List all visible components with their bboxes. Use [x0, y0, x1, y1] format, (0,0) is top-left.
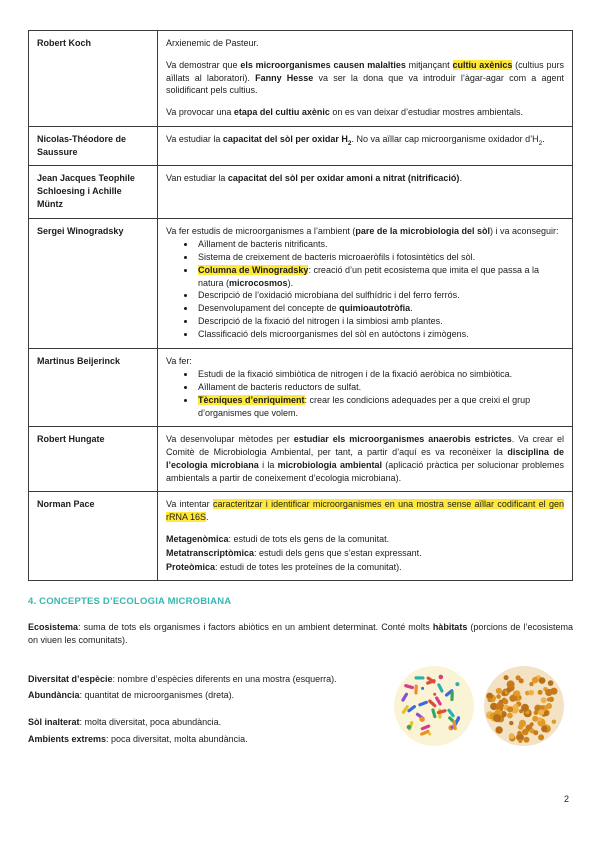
- text-segment: 2: [538, 139, 543, 147]
- description-paragraph: [166, 133, 564, 148]
- text-segment: va ser la dona que va introduir l’àgar-agar com a agent solidificant pels cultius.: [166, 72, 564, 96]
- text-segment: (aplicació pràctica per solucionar problemes ambientals a partir de coneixement d’ecologia microbiana).: [166, 459, 564, 483]
- microbe-dot: [549, 697, 554, 702]
- text-segment: i la: [258, 459, 278, 470]
- microbe-dot: [496, 695, 501, 700]
- table-row: [29, 126, 573, 166]
- microbe-dot: [503, 699, 509, 705]
- text-segment: Va provocar una: [166, 107, 234, 118]
- text-segment: microbiologia ambiental: [277, 459, 382, 470]
- microbe-dot: [552, 720, 556, 724]
- text-segment: : estudi dels gens que s’estan expressant.: [254, 547, 422, 558]
- microbe-shape: [455, 682, 459, 686]
- scientists-table: [28, 30, 573, 581]
- table-row: [29, 31, 573, 127]
- text-segment: Descripció de l’oxidació microbiana del sulfhídric i del ferro ferrós.: [198, 290, 460, 301]
- description-list: [166, 368, 564, 419]
- text-segment: hàbitats: [432, 622, 468, 633]
- scientist-description: [158, 31, 573, 127]
- text-segment: .: [410, 303, 413, 314]
- bottom-text: [28, 665, 393, 747]
- table-row: [29, 166, 573, 218]
- text-segment: Classificació dels microorganismes del sòl en autòctons i zimògens.: [198, 328, 469, 339]
- text-segment: Van estudiar la: [166, 173, 228, 184]
- scientist-name: Martinus Beijerinck: [29, 348, 158, 427]
- description-paragraph: [166, 59, 564, 97]
- description-paragraph: [166, 561, 564, 574]
- scientist-description: [158, 166, 573, 218]
- scientist-name: Sergei Winogradsky: [29, 218, 158, 348]
- text-segment: ) i va aconseguir:: [489, 225, 559, 236]
- text-segment: : crear les condicions adequades per a que creixi el grup d’organismes que volem.: [198, 394, 531, 418]
- microbe-dot: [507, 707, 513, 713]
- description-paragraph: [166, 225, 564, 238]
- microbe-dot: [519, 679, 524, 684]
- description-paragraph: [166, 37, 564, 50]
- text-segment: Arxienemic de Pasteur.: [166, 38, 259, 48]
- text-segment: Va demostrar que: [166, 59, 241, 70]
- text-segment: Tècniques d’enriquiment: [198, 394, 305, 405]
- text-segment: capacitat del sòl per oxidar H: [222, 133, 348, 144]
- microbe-dot: [518, 725, 523, 730]
- microbe-shape: [414, 677, 424, 680]
- microbe-dot: [517, 731, 522, 736]
- illustrations: [393, 665, 565, 747]
- table-row: [29, 218, 573, 348]
- abundance-paragraph: [28, 689, 393, 702]
- microbe-dot: [538, 690, 543, 695]
- microbe-dot: [493, 714, 501, 722]
- text-segment: caracteritzar i identificar microorganismes en una mostra sense aïllar codificant el gen rRNA 16S: [166, 499, 564, 523]
- list-item: [196, 289, 564, 302]
- text-segment: quimioautotròfia: [339, 303, 411, 314]
- text-segment: : nombre d’espècies diferents en una mostra (esquerra).: [112, 674, 337, 685]
- description-paragraph: [166, 172, 564, 185]
- microbe-dot: [540, 706, 545, 711]
- text-segment: capacitat del sòl per oxidar amoni a nitrat (nitrificació): [227, 173, 460, 184]
- text-segment: : creació d’un petit ecosistema que imita el que passa a la natura (: [198, 264, 540, 288]
- list-item: [196, 394, 564, 420]
- microbe-dot: [523, 737, 529, 743]
- text-segment: . Va crear el Comitè de Microbiologia Ambiental, per tant, a partir d’aquí es va reconèixer la: [166, 434, 564, 458]
- text-segment: microcosmos: [229, 277, 288, 288]
- microbe-dot: [538, 735, 544, 741]
- description-paragraph: [166, 498, 564, 524]
- list-item: [196, 328, 564, 341]
- microbe-dot: [495, 727, 502, 734]
- text-segment: Aïllament de bacteris reductors de sulfat.: [198, 382, 362, 393]
- text-segment: : estudi de tots els gens de la comunitat.: [228, 533, 390, 544]
- text-segment: Va fer:: [166, 355, 192, 366]
- scientist-name: Jean Jacques Teophile Schloesing i Achille Müntz: [29, 166, 158, 218]
- text-segment: Fanny Hesse: [255, 72, 314, 83]
- microbe-dot: [509, 695, 516, 702]
- text-segment: pare de la microbiologia del sòl: [355, 225, 490, 236]
- text-segment: : quantitat de microorganismes (dreta).: [79, 690, 235, 701]
- text-segment: : suma de tots els organismes i factors abiòtics en un ambient determinat. Conté molts: [78, 622, 433, 633]
- text-segment: on es van deixar d’estudiar mostres ambientals.: [329, 107, 524, 118]
- concepts-section: [28, 596, 573, 747]
- text-segment: estudiar els microorganismes anaerobis estrictes: [293, 434, 512, 445]
- scientist-name: Nicolas-Théodore de Saussure: [29, 126, 158, 166]
- extreme-paragraph: [28, 733, 393, 746]
- scientist-description: [158, 348, 573, 427]
- microbe-dot: [541, 698, 547, 704]
- text-segment: Estudi de la fixació simbiòtica de nitrogen i de la fixació aeròbica no simbiòtica.: [198, 369, 513, 380]
- text-segment: .: [542, 133, 545, 144]
- table-row: [29, 427, 573, 492]
- text-segment: : poca diversitat, molta abundància.: [106, 733, 248, 744]
- text-segment: (cultius purs aïllats al laboratori).: [166, 59, 564, 83]
- description-paragraph: [166, 106, 564, 119]
- text-segment: Proteòmica: [166, 561, 216, 572]
- scientists-table-body: [29, 31, 573, 581]
- microbe-dot: [538, 718, 542, 722]
- text-segment: Sòl inalterat: [28, 717, 80, 728]
- text-segment: Va estudiar la: [166, 133, 223, 144]
- description-paragraph: [166, 547, 564, 560]
- microbe-shape: [428, 733, 431, 736]
- table-row: [29, 492, 573, 581]
- text-segment: : molta diversitat, poca abundància.: [79, 717, 222, 728]
- microbe-dot: [487, 698, 491, 702]
- text-segment: 2: [347, 139, 352, 147]
- soil-paragraph: [28, 716, 393, 729]
- text-segment: Diversitat d’espècie: [28, 674, 113, 685]
- microbe-dot: [496, 688, 502, 694]
- microbe-dot: [496, 702, 504, 710]
- diversity-illustration: [393, 665, 475, 747]
- microbe-shape: [414, 685, 418, 695]
- microbe-shape: [439, 675, 444, 680]
- microbe-dot: [506, 688, 511, 693]
- description-paragraph: [166, 433, 564, 484]
- microbe-dot: [539, 678, 546, 685]
- table-row: [29, 348, 573, 427]
- text-segment: ).: [287, 277, 294, 288]
- scientist-name: Norman Pace: [29, 492, 158, 581]
- page-number: 2: [563, 794, 569, 804]
- text-segment: etapa del cultiu axènic: [233, 107, 330, 118]
- text-segment: .: [206, 512, 209, 523]
- microbe-dot: [545, 689, 552, 696]
- text-segment: cultiu axènics: [452, 59, 513, 70]
- text-segment: disciplina de l’ecologia microbiana: [166, 447, 564, 470]
- microbe-shape: [419, 717, 424, 722]
- microbe-dot: [507, 713, 513, 719]
- text-segment: Va desenvolupar mètodes per: [166, 434, 294, 445]
- microbe-dot: [521, 704, 529, 712]
- microbe-dot: [518, 739, 522, 743]
- microbe-dot: [533, 731, 538, 736]
- microbe-dot: [530, 723, 534, 727]
- scientist-name: Robert Koch: [29, 31, 158, 127]
- list-item: [196, 251, 564, 264]
- microbe-dot: [538, 710, 544, 716]
- microbe-shape: [451, 726, 454, 729]
- diversity-paragraph: [28, 673, 393, 686]
- text-segment: mitjançant: [405, 59, 453, 70]
- list-item: [196, 238, 564, 251]
- ecosystem-paragraph: [28, 621, 573, 647]
- text-segment: Metatranscriptòmica: [166, 547, 255, 558]
- description-paragraph: [166, 533, 564, 546]
- microbe-shape: [407, 725, 411, 729]
- text-segment: .: [459, 173, 462, 184]
- text-segment: Va intentar: [166, 499, 213, 510]
- text-segment: Ecosistema: [28, 622, 79, 633]
- scientist-description: [158, 427, 573, 492]
- text-segment: : estudi de totes les proteïnes de la comunitat).: [215, 561, 402, 572]
- scientist-name: Robert Hungate: [29, 427, 158, 492]
- list-item: [196, 264, 564, 290]
- text-segment: Metagenòmica: [166, 533, 229, 544]
- microbe-dot: [522, 729, 529, 736]
- list-item: [196, 315, 564, 328]
- section-heading: 4. CONCEPTES D’ECOLOGIA MICROBIANA: [28, 596, 232, 608]
- microbe-dot: [509, 721, 513, 725]
- microbe-dot: [529, 690, 535, 696]
- text-segment: (porcions de l’ecosistema on viuen les comunitats).: [28, 622, 573, 646]
- microbe-dot: [541, 726, 548, 733]
- microbe-dot: [504, 675, 509, 680]
- text-segment: Ambients extrems: [28, 733, 107, 744]
- list-item: [196, 302, 564, 315]
- microbe-shape: [450, 691, 454, 701]
- microbe-dot: [548, 681, 554, 687]
- text-segment: Aïllament de bacteris nitrificants.: [198, 239, 328, 250]
- text-segment: Abundància: [28, 690, 80, 701]
- microbe-dot: [529, 682, 533, 686]
- text-segment: els microorganismes causen malalties: [240, 59, 406, 70]
- list-item: [196, 368, 564, 381]
- text-segment: . No va aïllar cap microorganisme oxidador d’H: [351, 133, 539, 144]
- text-segment: Desenvolupament del concepte de: [198, 303, 340, 314]
- microbe-shape: [433, 693, 436, 696]
- text-segment: Descripció de la fixació del nitrogen i la simbiosi amb plantes.: [198, 316, 443, 327]
- scientist-description: [158, 126, 573, 166]
- text-segment: Columna de Winogradsky: [198, 264, 309, 275]
- text-segment: Va fer estudis de microorganismes a l’ambient (: [166, 225, 356, 236]
- microbe-shape: [421, 687, 424, 690]
- scientist-description: [158, 492, 573, 581]
- text-segment: Sistema de creixement de bacteris microaeròfils i fotosintètics del sòl.: [198, 252, 476, 263]
- list-item: [196, 381, 564, 394]
- microbe-dot: [509, 733, 515, 739]
- scientist-description: [158, 218, 573, 348]
- microbe-dot: [532, 677, 538, 683]
- description-list: [166, 238, 564, 340]
- bottom-row: [28, 665, 573, 747]
- description-paragraph: [166, 355, 564, 368]
- abundance-illustration: [483, 665, 565, 747]
- microbe-dot: [532, 716, 538, 722]
- microbe-dot: [534, 711, 539, 716]
